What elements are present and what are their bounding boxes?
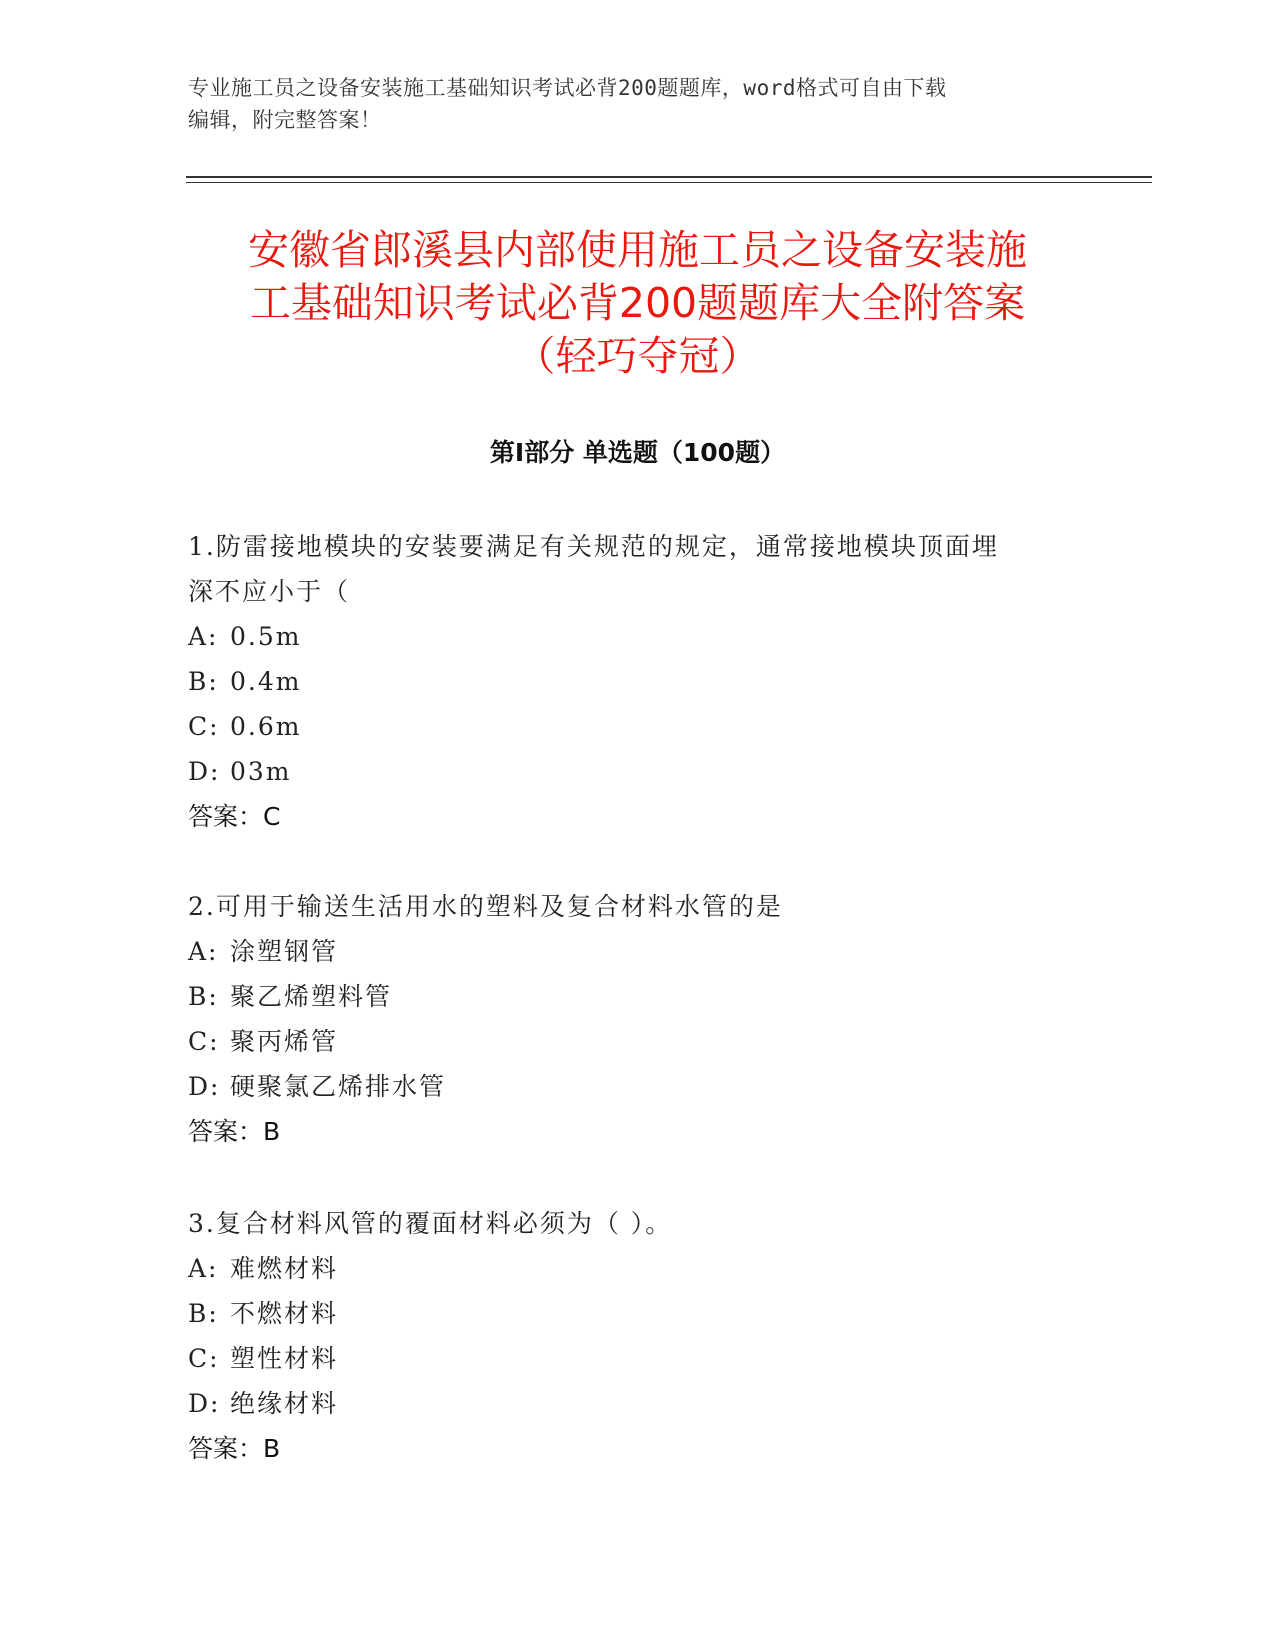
- option-key: A:: [188, 1254, 219, 1283]
- header-divider-thin: [186, 182, 1152, 183]
- option-text: 不燃材料: [230, 1299, 339, 1328]
- section-heading: 第Ⅰ部分 单选题（100题）: [489, 438, 786, 467]
- option-key: D:: [188, 1072, 221, 1101]
- question-text-line-1: 3.复合材料风管的覆面材料必须为（ ）。: [188, 1209, 673, 1238]
- option-key: A:: [188, 622, 219, 651]
- option-c: [188, 1019, 1068, 1064]
- option-key: A:: [188, 937, 219, 966]
- option-d: [188, 1381, 1068, 1426]
- header-note: [188, 72, 1088, 136]
- header-divider-thick: [186, 176, 1152, 178]
- answer-line: 答案：B: [188, 1434, 281, 1463]
- option-a: [188, 614, 1068, 659]
- option-key: B:: [188, 982, 219, 1011]
- header-note-line-2: 编辑，附完整答案！: [188, 108, 382, 132]
- question-text-line-2: 深不应小于（: [188, 577, 351, 606]
- option-key: D:: [188, 757, 221, 786]
- document-title-line-3: （轻巧夺冠）: [514, 332, 761, 380]
- option-b: [188, 659, 1068, 704]
- option-text: 聚丙烯管: [230, 1027, 339, 1056]
- option-text: 聚乙烯塑料管: [230, 982, 393, 1011]
- option-c: [188, 704, 1068, 749]
- option-key: C:: [188, 712, 220, 741]
- document-title-line-1: 安徽省郎溪县内部使用施工员之设备安装施: [248, 226, 1027, 274]
- question-3: [188, 1201, 1068, 1471]
- option-text: 0.5m: [230, 622, 302, 651]
- option-b: [188, 1291, 1068, 1336]
- answer-line: 答案：C: [188, 802, 281, 831]
- option-text: 塑性材料: [230, 1344, 339, 1373]
- document-title-line-2: 工基础知识考试必背200题题库大全附答案: [249, 279, 1026, 327]
- option-a: [188, 1246, 1068, 1291]
- option-text: 0.6m: [230, 712, 302, 741]
- option-d: [188, 749, 1068, 794]
- option-c: [188, 1336, 1068, 1381]
- question-text-line-1: 1.防雷接地模块的安装要满足有关规范的规定，通常接地模块顶面埋: [188, 532, 999, 561]
- option-key: C:: [188, 1344, 220, 1373]
- question-2: [188, 884, 1068, 1154]
- option-key: D:: [188, 1389, 221, 1418]
- option-text: 涂塑钢管: [230, 937, 339, 966]
- option-b: [188, 974, 1068, 1019]
- option-key: B:: [188, 667, 219, 696]
- option-a: [188, 929, 1068, 974]
- option-text: 绝缘材料: [230, 1389, 339, 1418]
- option-key: B:: [188, 1299, 219, 1328]
- answer-line: 答案：B: [188, 1117, 281, 1146]
- option-text: 难燃材料: [230, 1254, 339, 1283]
- question-text-line-1: 2.可用于输送生活用水的塑料及复合材料水管的是: [188, 892, 783, 921]
- option-text: 03m: [230, 757, 292, 786]
- option-d: [188, 1064, 1068, 1109]
- option-text: 硬聚氯乙烯排水管: [230, 1072, 447, 1101]
- document-title: [150, 224, 1125, 383]
- option-key: C:: [188, 1027, 220, 1056]
- option-text: 0.4m: [230, 667, 302, 696]
- header-note-line-1: 专业施工员之设备安装施工基础知识考试必背200题题库，word格式可自由下载: [188, 76, 947, 100]
- question-1: [188, 524, 1068, 839]
